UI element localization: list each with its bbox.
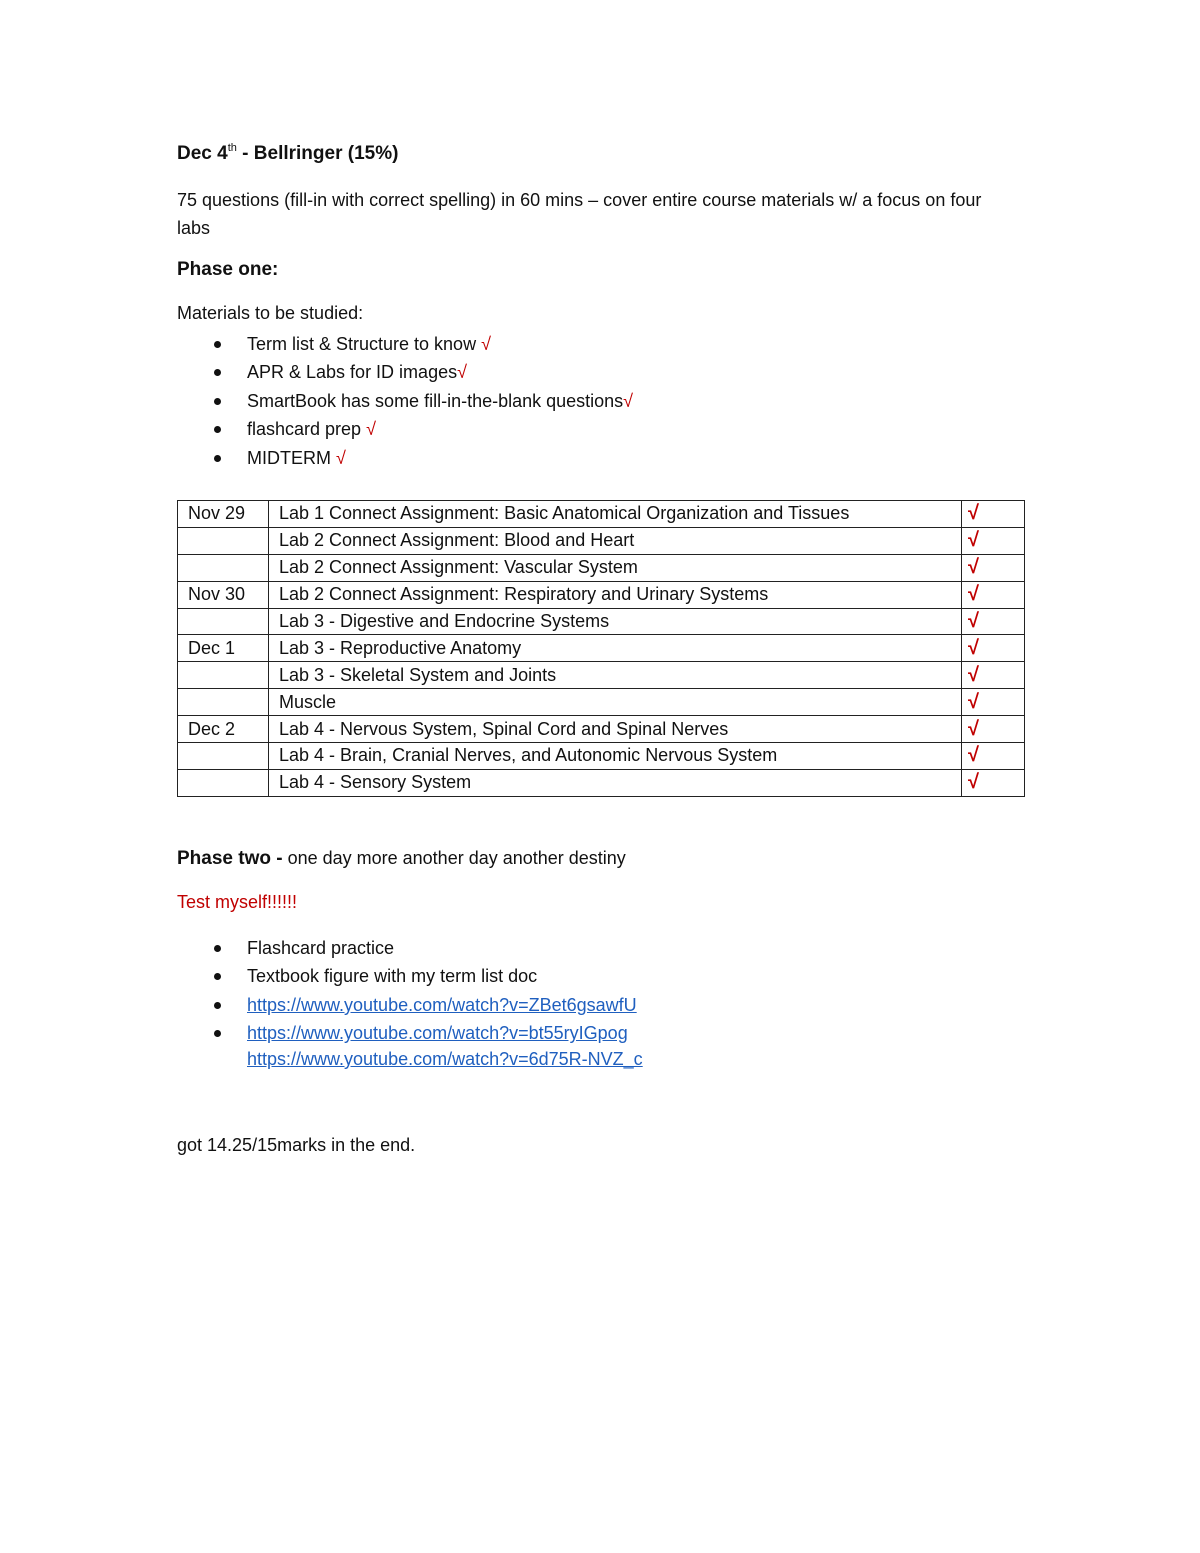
checkmark-icon: √ bbox=[481, 334, 491, 354]
date-cell bbox=[178, 527, 269, 554]
materials-label: Materials to be studied: bbox=[177, 303, 364, 323]
task-cell: Lab 4 - Brain, Cranial Nerves, and Autonomic Nervous System bbox=[269, 743, 962, 770]
bullet-icon bbox=[214, 398, 221, 405]
date-cell bbox=[178, 554, 269, 581]
task-cell: Lab 4 - Sensory System bbox=[269, 769, 962, 796]
task-cell: Lab 3 - Skeletal System and Joints bbox=[269, 662, 962, 689]
table-row bbox=[178, 662, 1025, 689]
checkmark-icon: √ bbox=[962, 581, 1025, 608]
task-cell: Lab 1 Connect Assignment: Basic Anatomical Organization and Tissues bbox=[269, 501, 962, 528]
checkmark-icon: √ bbox=[962, 501, 1025, 528]
table-row bbox=[178, 635, 1025, 662]
date-cell bbox=[178, 608, 269, 635]
list-item bbox=[177, 991, 637, 1019]
table-row bbox=[178, 581, 1025, 608]
task-cell: Lab 4 - Nervous System, Spinal Cord and Spinal Nerves bbox=[269, 716, 962, 743]
table-row bbox=[178, 501, 1025, 528]
checkmark-icon: √ bbox=[962, 527, 1025, 554]
intro-paragraph: 75 questions (fill-in with correct spelling) in 60 mins – cover entire course materials w/ a focus on four labs bbox=[177, 190, 982, 238]
list-item bbox=[177, 1019, 637, 1047]
bullet-icon bbox=[214, 341, 221, 348]
list-item: SmartBook has some fill-in-the-blank questions√ bbox=[177, 387, 633, 415]
schedule-table bbox=[177, 500, 1025, 797]
checkmark-icon: √ bbox=[962, 716, 1025, 743]
page-title: Dec 4th - Bellringer (15%) bbox=[177, 142, 399, 164]
bullet-icon bbox=[214, 945, 221, 952]
bullet-icon bbox=[214, 369, 221, 376]
materials-list bbox=[177, 330, 633, 472]
table-row bbox=[178, 554, 1025, 581]
youtube-link-3[interactable]: https://www.youtube.com/watch?v=6d75R-NVZ_c bbox=[247, 1049, 643, 1069]
phase-one-heading: Phase one: bbox=[177, 259, 279, 280]
date-cell bbox=[178, 662, 269, 689]
checkmark-icon: √ bbox=[366, 419, 376, 440]
task-cell: Muscle bbox=[269, 689, 962, 716]
date-cell: Dec 1 bbox=[178, 635, 269, 662]
checkmark-icon: √ bbox=[962, 743, 1025, 770]
date-cell: Nov 29 bbox=[178, 501, 269, 528]
checkmark-icon: √ bbox=[962, 554, 1025, 581]
youtube-link-2[interactable]: https://www.youtube.com/watch?v=bt55ryIGpog bbox=[247, 1023, 628, 1044]
bullet-icon bbox=[214, 1030, 221, 1037]
checkmark-icon: √ bbox=[336, 447, 346, 468]
final-note: got 14.25/15marks in the end. bbox=[177, 1135, 416, 1155]
list-item: Flashcard practice bbox=[177, 934, 637, 962]
date-cell: Dec 2 bbox=[178, 716, 269, 743]
table-row bbox=[178, 769, 1025, 796]
phase-two-heading: Phase two - one day more another day another destiny bbox=[177, 848, 626, 869]
task-cell: Lab 2 Connect Assignment: Vascular System bbox=[269, 554, 962, 581]
checkmark-icon: √ bbox=[962, 635, 1025, 662]
checkmark-icon: √ bbox=[962, 608, 1025, 635]
task-cell: Lab 3 - Reproductive Anatomy bbox=[269, 635, 962, 662]
table-row bbox=[178, 689, 1025, 716]
task-cell: Lab 2 Connect Assignment: Blood and Heart bbox=[269, 527, 962, 554]
bullet-icon bbox=[214, 1002, 221, 1009]
checkmark-icon: √ bbox=[962, 662, 1025, 689]
table-row bbox=[178, 743, 1025, 770]
list-item: APR & Labs for ID images√ bbox=[177, 358, 633, 386]
bullet-icon bbox=[214, 426, 221, 433]
table-row bbox=[178, 716, 1025, 743]
list-item: MIDTERM √ bbox=[177, 444, 633, 472]
checkmark-icon: √ bbox=[623, 390, 634, 411]
checkmark-icon: √ bbox=[457, 362, 467, 383]
test-myself-note: Test myself!!!!!! bbox=[177, 892, 298, 912]
task-cell: Lab 2 Connect Assignment: Respiratory and Urinary Systems bbox=[269, 581, 962, 608]
date-cell bbox=[178, 689, 269, 716]
list-item: flashcard prep √ bbox=[177, 415, 633, 443]
list-item: Textbook figure with my term list doc bbox=[177, 962, 637, 990]
table-row bbox=[178, 527, 1025, 554]
bullet-icon bbox=[214, 455, 221, 462]
checkmark-icon: √ bbox=[962, 769, 1025, 796]
bullet-icon bbox=[214, 973, 221, 980]
task-cell: Lab 3 - Digestive and Endocrine Systems bbox=[269, 608, 962, 635]
phase-two-list bbox=[177, 934, 637, 1048]
date-cell bbox=[178, 743, 269, 770]
checkmark-icon: √ bbox=[962, 689, 1025, 716]
date-cell bbox=[178, 769, 269, 796]
list-item: Term list & Structure to know √ bbox=[177, 330, 633, 358]
date-cell: Nov 30 bbox=[178, 581, 269, 608]
youtube-link-1[interactable]: https://www.youtube.com/watch?v=ZBet6gsawfU bbox=[247, 994, 637, 1015]
table-row bbox=[178, 608, 1025, 635]
